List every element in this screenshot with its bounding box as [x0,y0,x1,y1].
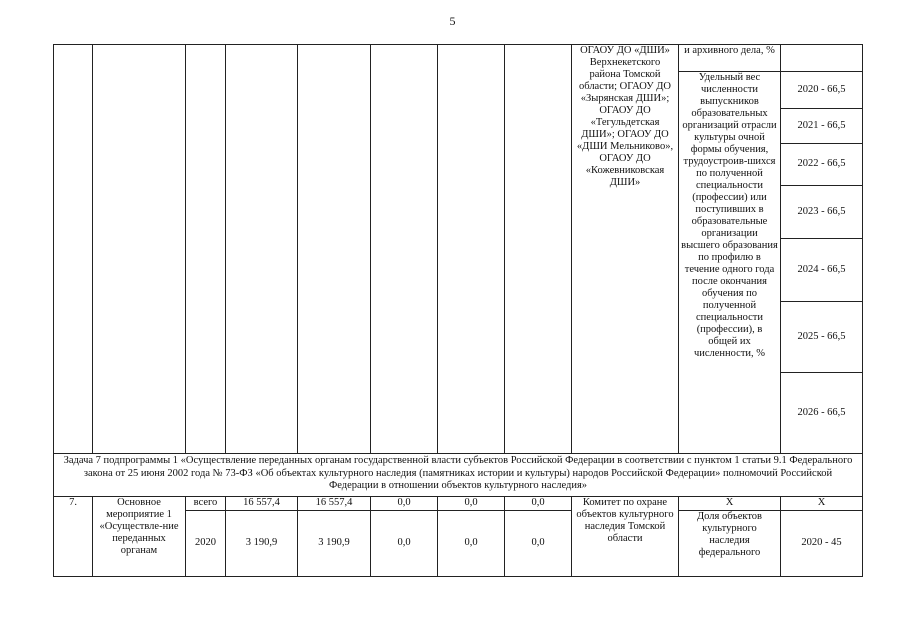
row7-value-2020: 2020 - 45 [781,511,863,577]
value-2025: 2025 - 66,5 [781,302,863,373]
row7-2020-c2: 3 190,9 [298,511,371,577]
cell-empty-c2 [298,45,371,454]
cell-empty-num [54,45,93,454]
value-2026: 2026 - 66,5 [781,373,863,454]
cell-empty-c4 [438,45,505,454]
row7-2020-c5: 0,0 [505,511,572,577]
row7-year-total: всего [186,497,226,511]
value-empty-cell [781,45,863,72]
value-2024: 2024 - 66,5 [781,239,863,302]
indicator-top-cell: и архивного дела, % [679,45,781,72]
row7-name: Основное мероприятие 1 «Осуществле-ние переданных органам [93,497,186,577]
row7-total-c4: 0,0 [438,497,505,511]
row7-2020-c3: 0,0 [371,511,438,577]
value-2023: 2023 - 66,5 [781,186,863,239]
cell-empty-c5 [505,45,572,454]
row7-number: 7. [54,497,93,577]
row7-total-c3: 0,0 [371,497,438,511]
cell-empty-year [186,45,226,454]
page-number: 5 [449,14,456,28]
row7-total-c1: 16 557,4 [226,497,298,511]
row7-total-c2: 16 557,4 [298,497,371,511]
row7-total-c5: 0,0 [505,497,572,511]
task-7-row: Задача 7 подпрограммы 1 «Осуществление переданных органам государственной власти субъектов Российской Федерации в соответствии с пунктом 1 статьи 9.1 Федерального закона от 25 июня 2002 года № 73-ФЗ «Об объектах культурного наследия (памятниках истории и культуры) народов Российской Федерации» полномочий Российской Федерации в отношении объектов культурного наследия» [54,454,863,497]
executor-cell: ОГАОУ ДО «ДШИ» Верхнекетского района Томской области; ОГАОУ ДО «Зырянская ДШИ»; ОГАОУ ДО «Тегульдетская ДШИ»; ОГАОУ ДО «ДШИ Мельниково», ОГАОУ ДО «Кожевниковская ДШИ» [572,45,679,454]
row7-indicator: Доля объектов культурного наследия федерального [679,511,781,577]
value-2020: 2020 - 66,5 [781,72,863,109]
cell-empty-c1 [226,45,298,454]
row7-x2: Х [781,497,863,511]
row7-executor: Комитет по охране объектов культурного наследия Томской области [572,497,679,577]
row7-x1: Х [679,497,781,511]
cell-empty-name [93,45,186,454]
row7-year-2020: 2020 [186,511,226,577]
value-2021: 2021 - 66,5 [781,109,863,144]
indicator-cell: Удельный вес численности выпускников образовательных организаций отрасли культуры очной формы обучения, трудоустроив-шихся по полученной специальности (профессии) или поступивших в образовательные организации высшего образования по профилю в течение одного года после окончания обучения по полученной специальности (профессии), в общей их численности, % [679,72,781,454]
program-table [53,44,863,577]
row7-2020-c4: 0,0 [438,511,505,577]
cell-empty-c3 [371,45,438,454]
value-2022: 2022 - 66,5 [781,144,863,186]
row7-2020-c1: 3 190,9 [226,511,298,577]
